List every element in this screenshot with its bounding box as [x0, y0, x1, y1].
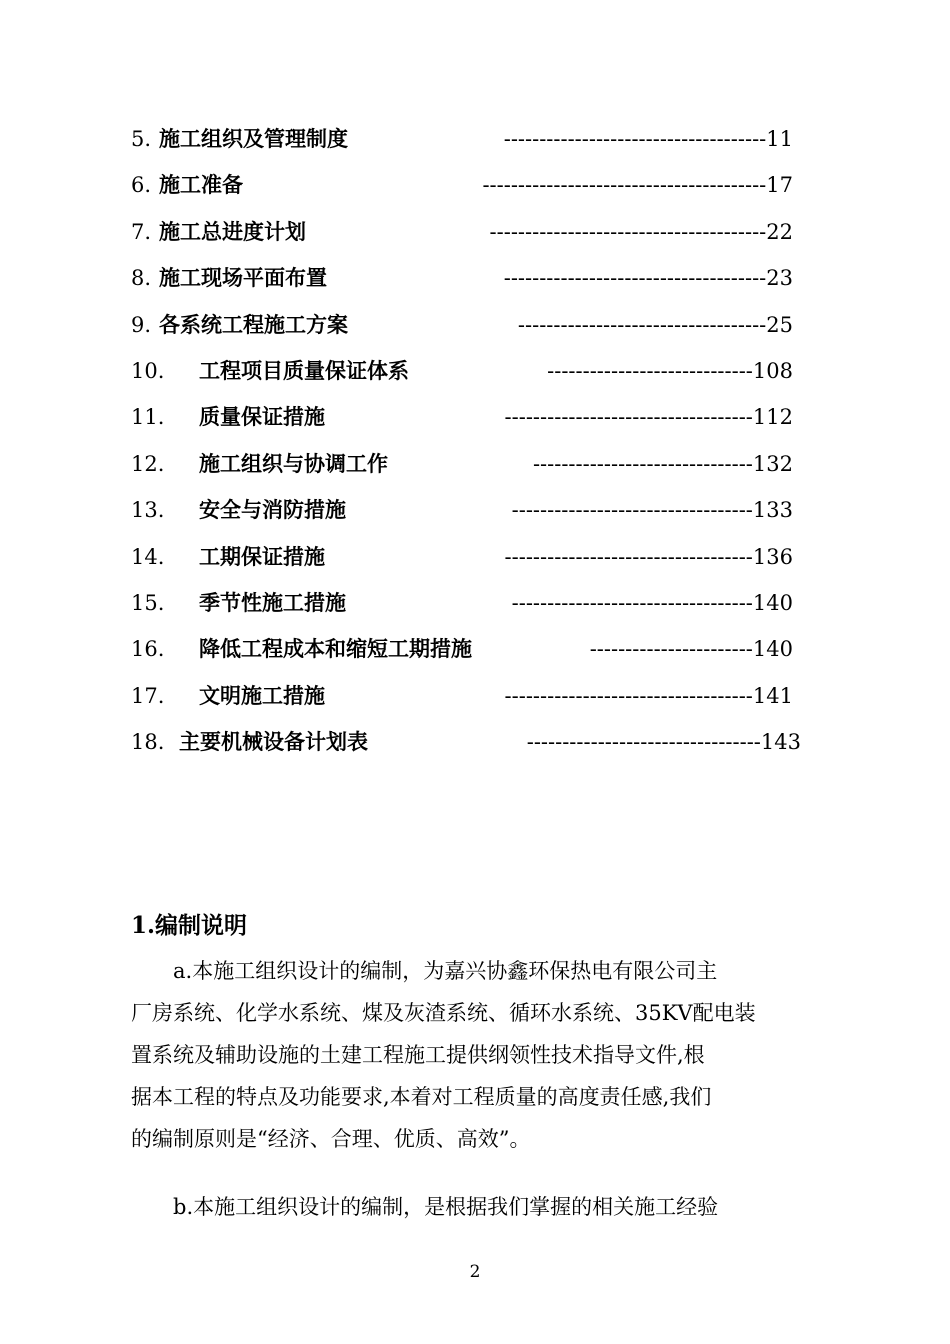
toc-page-number: 133 [752, 498, 793, 523]
toc-leader-dots: ----------------------------------- [504, 405, 753, 430]
toc-entry [131, 402, 801, 432]
toc-title: 文明施工措施 [199, 682, 325, 708]
toc-number: 11. [131, 405, 165, 430]
toc-number: 12. [131, 451, 165, 476]
toc-leader-dots: ---------------------------------- [511, 498, 753, 523]
toc-page-number: 140 [752, 637, 793, 662]
toc-leader-dots: ------------------------------------- [503, 127, 767, 151]
toc-page-number: 140 [752, 591, 793, 615]
toc-number: 8. [131, 266, 152, 291]
toc-number: 13. [131, 498, 165, 523]
toc-page-number: 25 [766, 312, 793, 337]
toc-title: 主要机械设备计划表 [179, 729, 368, 755]
toc-title: 施工准备 [159, 172, 243, 198]
toc-title: 季节性施工措施 [199, 590, 346, 615]
toc-number: 5. [131, 127, 152, 151]
toc-leader-dots: ----------------------------------- [504, 544, 753, 569]
toc-page-number: 112 [752, 405, 793, 430]
toc-leader-dots: ---------------------------------------- [482, 173, 767, 198]
paragraph-line: b.本施工组织设计的编制，是根据我们掌握的相关施工经验 [173, 1195, 719, 1219]
toc-page-number: 108 [752, 359, 793, 383]
toc-number: 10. [131, 359, 165, 383]
toc-number: 17. [131, 683, 165, 708]
toc-leader-dots: --------------------------------------- [489, 219, 767, 244]
paragraph-line: 的编制原则是“经济、合理、优质、高效”。 [131, 1127, 531, 1151]
toc-page-number: 136 [752, 544, 793, 569]
toc-number: 9. [131, 312, 152, 337]
toc-title: 施工组织与协调工作 [199, 450, 388, 476]
toc-entry [131, 634, 801, 664]
toc-page-number: 22 [766, 219, 793, 244]
page-number: 2 [469, 1262, 481, 1282]
toc-title: 降低工程成本和缩短工期措施 [199, 636, 472, 662]
toc-title: 施工总进度计划 [159, 218, 306, 244]
toc-entry [131, 542, 801, 572]
toc-entry [131, 263, 801, 293]
toc-number: 7. [131, 219, 152, 244]
toc-number: 6. [131, 173, 152, 198]
toc-page-number: 17 [766, 173, 793, 198]
toc-leader-dots: ----------------------------- [547, 359, 753, 383]
toc-entry [131, 681, 801, 711]
toc-leader-dots: ----------------------------------- [504, 683, 753, 708]
toc-entry [131, 449, 801, 479]
toc-entry [131, 356, 801, 386]
paragraph-line: a.本施工组织设计的编制，为嘉兴协鑫环保热电有限公司主 [173, 959, 718, 983]
toc-leader-dots: ------------------------------- [532, 451, 753, 476]
toc-title: 质量保证措施 [199, 404, 325, 430]
section-heading: 1.编制说明 [131, 912, 248, 939]
toc-leader-dots: ----------------------- [589, 637, 753, 662]
toc-title: 工程项目质量保证体系 [199, 358, 409, 383]
toc-title: 施工现场平面布置 [159, 265, 327, 291]
toc-leader-dots: ------------------------------------- [503, 266, 767, 291]
paragraph-line: 厂房系统、化学水系统、煤及灰渣系统、循环水系统、35KV配电装 [131, 1001, 756, 1025]
toc-leader-dots: ---------------------------------- [511, 591, 753, 615]
toc-number: 16. [131, 637, 165, 662]
toc-page-number: 11 [766, 127, 793, 151]
toc-title: 各系统工程施工方案 [159, 311, 348, 337]
toc-entry [131, 727, 801, 757]
toc-entry [131, 588, 801, 618]
paragraph-a [131, 950, 807, 1160]
toc-page-number: 141 [752, 683, 793, 708]
toc-leader-dots: --------------------------------- [526, 730, 761, 755]
toc-title: 工期保证措施 [199, 543, 325, 569]
toc-page-number: 23 [766, 266, 793, 291]
toc-number: 14. [131, 544, 165, 569]
toc-entry [131, 170, 801, 200]
toc-page-number: 143 [760, 730, 801, 755]
toc-entry [131, 310, 801, 340]
toc-page-number: 132 [752, 451, 793, 476]
paragraph-line: 据本工程的特点及功能要求,本着对工程质量的高度责任感,我们 [131, 1085, 712, 1109]
paragraph-b [131, 1186, 807, 1228]
toc-number: 15. [131, 591, 165, 615]
toc-number: 18. [131, 730, 165, 755]
toc-leader-dots: ----------------------------------- [517, 312, 767, 337]
toc-entry [131, 124, 801, 154]
paragraph-line: 置系统及辅助设施的土建工程施工提供纲领性技术指导文件,根 [131, 1043, 705, 1067]
toc-entry [131, 217, 801, 247]
toc-title: 施工组织及管理制度 [159, 126, 348, 151]
toc-entry [131, 495, 801, 525]
toc-title: 安全与消防措施 [199, 497, 346, 523]
